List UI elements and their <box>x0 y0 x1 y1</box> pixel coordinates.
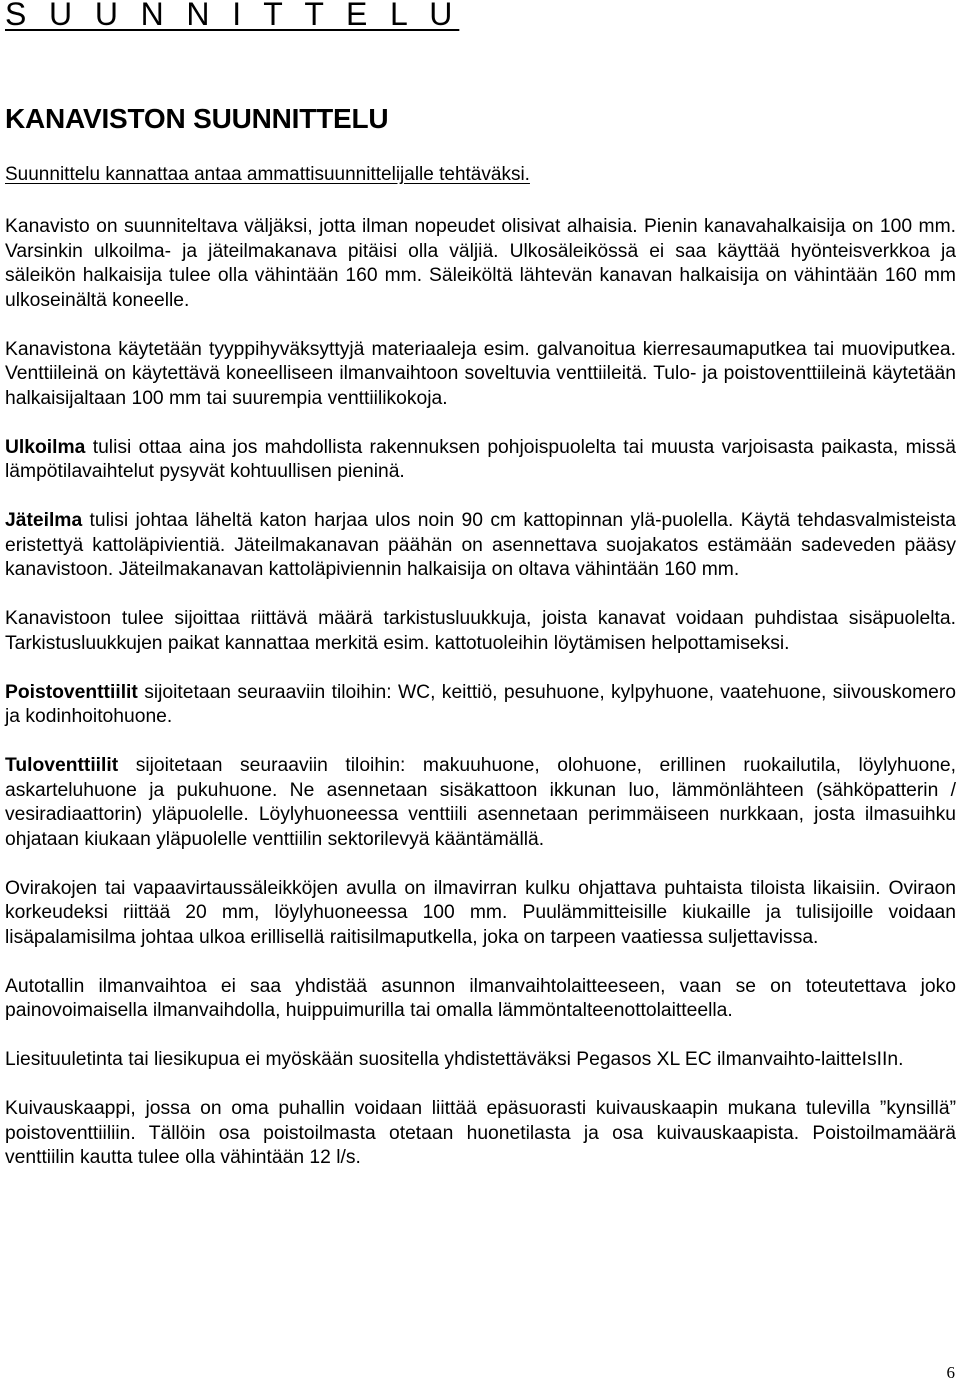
paragraph-text: Kanavistoon tulee sijoittaa riittävä määrä tarkistusluukkuja, joista kanavat voidaan puhdistaa sisäpuolelta. Tarkistusluukkujen paikat kannattaa merkitä esim. kattotuoleihin löytämisen helpottamiseksi. <box>5 608 956 654</box>
paragraph <box>5 1048 956 1073</box>
paragraph <box>5 877 956 951</box>
paragraph <box>5 215 956 313</box>
body-text <box>5 215 956 1195</box>
paragraph-lead: Jäteilma <box>5 510 83 531</box>
paragraph-text: Kuivauskaappi, jossa on oma puhallin voidaan liittää epäsuorasti kuivauskaapin mukana tulevilla ”kynsillä” poistoventtiiliin. Tällöin osa poistoilmasta otetaan huonetilasta ja osa kuivauskaapista. Poistoilmamäärä venttiilin kautta tulee olla vähintään 12 l/s. <box>5 1098 956 1168</box>
page-number: 6 <box>946 1363 955 1382</box>
paragraph <box>5 436 956 485</box>
paragraph-text: Ovirakojen tai vapaavirtaussäleikköjen avulla on ilmavirran kulku ohjattava puhtaista tiloista likaisiin. Oviraon korkeudeksi riittää 20 mm, löylyhuoneessa 100 mm. Puulämmitteisille kiukaille ja tulisijoille voidaan lisäpalamisilma johtaa ulkoa erillisellä raitisilmaputkella, joka on tarpeen vaatiessa suljettavissa. <box>5 877 956 948</box>
paragraph <box>5 509 956 583</box>
paragraph <box>5 338 956 412</box>
paragraph-lead: Ulkoilma <box>5 436 86 458</box>
paragraph-text: Kanavistona käytetään tyyppihyväksyttyjä materiaaleja esim. galvanoitua kierresaumaputkea tai muoviputkea. Venttiileinä on käytettävä koneelliseen ilmanvaihtoon soveltuvia venttiileitä. Tulo- ja poistoventtiileinä käytetään halkaisijaltaan 100 mm tai suurempia venttiilikokoja. <box>5 338 956 409</box>
paragraph-text: Liesituuletinta tai liesikupua ei myöskään suositella yhdistettäväksi Pegasos XL EC ilmanvaihto-laitteIsIIn. <box>5 1049 904 1070</box>
intro-line: Suunnittelu kannattaa antaa ammattisuunnittelijalle tehtäväksi. <box>5 164 530 185</box>
paragraph-text: tulisi johtaa läheltä katon harjaa ulos noin 90 cm kattopinnan ylä-puolella. Käytä tehdasvalmisteista eristettyä kattoläpivientiä. Jäteilmakanavan päähän on asennettava suojakatos estämään sadeveden pääsy kanavistoon. Jäteilmakanavan kattoläpiviennin halkaisija on oltava vähintään 160 mm. <box>5 510 956 580</box>
paragraph-text: tulisi ottaa aina jos mahdollista rakennuksen pohjoispuolelta tai muusta varjoisasta paikasta, missä lämpötilavaihtelut pysyvät kohtuullisen pieninä. <box>5 436 956 482</box>
page-title: S U U N N I T T E L U <box>5 0 460 32</box>
paragraph-text: sijoitetaan seuraaviin tiloihin: makuuhuone, olohuone, erillinen ruokailutila, löylyhuone, askarteluhuone ja pukuhuone. Ne asennetaan sisäkattoon ikkunan luo, lämmönlähteen (sähköpatterin / vesiradiaattorin) yläpuolelle. Löylyhuoneessa venttiili asennetaan perimmäiseen nurkkaan, josta ilmasuihku ohjataan kiukaan yläpuolelle venttiilin sektorilevyä kääntämällä. <box>5 755 956 850</box>
paragraph-lead: Poistoventtiilit <box>5 681 138 703</box>
section-heading: KANAVISTON SUUNNITTELU <box>5 103 389 134</box>
paragraph-text: Kanavisto on suunniteltava väljäksi, jotta ilman nopeudet olisivat alhaisia. Pienin kanavahalkaisija on 100 mm. Varsinkin ulkoilma- ja jäteilmakanava pitäisi olla väljiä. Ulkosäleikössä ei saa käyttää hyönteisverkkoa ja säleikön halkaisija tulee olla vähintään 160 mm. Säleiköltä lähtevän kanavan halkaisija on vähintään 160 mm ulkoseinältä koneelle. <box>5 216 956 311</box>
paragraph <box>5 754 956 852</box>
paragraph-lead: Tuloventtiilit <box>5 755 119 776</box>
paragraph-text: sijoitetaan seuraaviin tiloihin: WC, keittiö, pesuhuone, kylpyhuone, vaatehuone, siivouskomero ja kodinhoitohuone. <box>5 681 956 727</box>
paragraph-text: Autotallin ilmanvaihtoa ei saa yhdistää asunnon ilmanvaihtolaitteeseen, vaan se on toteutettava joko painovoimaisella ilmanvaihdolla, huippuimurilla tai omalla lämmöntalteenottolaitteella. <box>5 975 956 1021</box>
paragraph <box>5 1097 956 1171</box>
paragraph <box>5 975 956 1024</box>
paragraph <box>5 607 956 656</box>
paragraph <box>5 681 956 730</box>
